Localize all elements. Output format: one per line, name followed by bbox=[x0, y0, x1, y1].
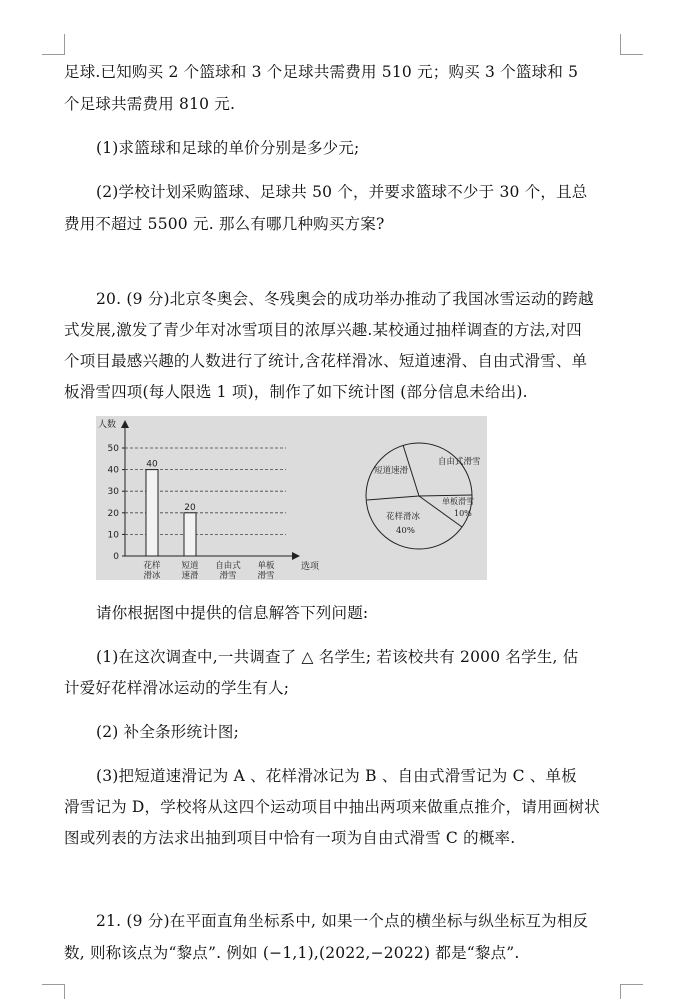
y-tick-label-10: 10 bbox=[107, 530, 119, 541]
q19-part-2-line-2: 费用不超过 5500 元. 那么有哪几种购买方案? bbox=[64, 215, 385, 233]
pie-divider-left bbox=[367, 496, 419, 500]
pie-label-freestyle-ski: 自由式滑雪 bbox=[438, 457, 481, 467]
pie-label-figure-skating: 花样滑冰 bbox=[386, 512, 421, 522]
q20-stem-line-3: 个项目最感兴趣的人数进行了统计,含花样滑冰、短道速滑、自由式滑雪、单 bbox=[64, 352, 588, 370]
q21-stem-line-2: 数, 则称该点为“黎点”. 例如 (−1,1),(2022,−2022) 都是“黎点”. bbox=[64, 944, 520, 962]
pie-label-snowboard: 单板滑雪 bbox=[442, 497, 474, 506]
bar-value-label-2: 20 bbox=[184, 502, 196, 513]
bar-2 bbox=[184, 513, 196, 556]
q19-text-line-1: 足球.已知购买 2 个篮球和 3 个足球共需费用 510 元；购买 3 个篮球和 5 bbox=[64, 63, 579, 81]
bar-chart bbox=[98, 418, 320, 580]
q20-part-3-line-2: 滑雪记为 D，学校将从这四个运动项目中抽出两项来做重点推介，请用画树状 bbox=[64, 798, 600, 816]
x-category-label-4-line-2: 滑雪 bbox=[257, 571, 275, 580]
bar-value-label-1: 40 bbox=[146, 459, 158, 470]
pie-divider-right bbox=[419, 495, 472, 496]
corner-mark-bottom-left bbox=[42, 984, 65, 999]
q20-part-3-line-3: 图或列表的方法求出抽到项目中恰有一项为自由式滑雪 C 的概率. bbox=[64, 829, 516, 847]
x-axis-label: 选项 bbox=[301, 562, 320, 572]
y-tick-label-0: 0 bbox=[113, 552, 119, 562]
pie-percent-snowboard: 10% bbox=[454, 509, 472, 518]
y-tick-label-30: 30 bbox=[107, 487, 119, 498]
corner-mark-top-left bbox=[42, 34, 65, 55]
bar-1 bbox=[146, 470, 158, 556]
x-category-label-2-line-2: 速滑 bbox=[181, 571, 199, 580]
y-axis-arrow bbox=[121, 420, 129, 428]
pie-label-short-track: 短道速滑 bbox=[374, 466, 409, 476]
y-tick-label-20: 20 bbox=[107, 508, 119, 519]
x-category-label-1-line-2: 滑冰 bbox=[143, 571, 161, 580]
bar-layer bbox=[108, 444, 286, 580]
q20-part-3-line-1: (3)把短道速滑记为 A 、花样滑冰记为 B 、自由式滑雪记为 C 、单板 bbox=[96, 767, 577, 785]
q20-stem-line-2: 式发展,激发了青少年对冰雪项目的浓厚兴趣.某校通过抽样调查的方法,对四 bbox=[64, 321, 582, 339]
y-axis-label: 人数 bbox=[98, 420, 117, 430]
x-category-label-2-line-1: 短道 bbox=[181, 561, 199, 571]
q20-part-1-line-2: 计爱好花样滑冰运动的学生有人; bbox=[64, 679, 290, 697]
q20-part-2: (2) 补全条形统计图; bbox=[96, 723, 240, 741]
x-axis-arrow bbox=[292, 552, 300, 560]
statistics-figure-svg bbox=[96, 416, 487, 580]
pie-percent-figure-skating: 40% bbox=[396, 526, 415, 536]
q19-text-line-2: 个足球共需费用 810 元. bbox=[64, 95, 236, 113]
corner-mark-bottom-right bbox=[620, 984, 643, 999]
x-category-label-4-line-1: 单板 bbox=[257, 561, 275, 571]
q20-part-1-line-1: (1)在这次调查中,一共调查了 △ 名学生; 若该校共有 2000 名学生, 估 bbox=[96, 648, 579, 666]
q21-stem-line-1: 21. (9 分)在平面直角坐标系中, 如果一个点的横坐标与纵坐标互为相反 bbox=[96, 912, 589, 930]
x-category-label-3-line-2: 滑雪 bbox=[219, 571, 237, 580]
q20-stem-line-1: 20. (9 分)北京冬奥会、冬残奥会的成功举办推动了我国冰雪运动的跨越 bbox=[96, 290, 594, 308]
q19-part-1: (1)求篮球和足球的单价分别是多少元; bbox=[96, 139, 360, 157]
x-category-label-3-line-1: 自由式 bbox=[215, 561, 241, 571]
y-tick-label-50: 50 bbox=[107, 444, 119, 454]
statistics-figure bbox=[96, 416, 487, 580]
y-tick-label-40: 40 bbox=[107, 465, 119, 476]
q20-stem-line-4: 板滑雪四项(每人限选 1 项)，制作了如下统计图 (部分信息未给出). bbox=[64, 383, 528, 401]
q19-part-2-line-1: (2)学校计划采购篮球、足球共 50 个，并要求篮球不少于 30 个，且总 bbox=[96, 183, 588, 201]
x-category-label-1-line-1: 花样 bbox=[143, 561, 161, 571]
pie-chart bbox=[366, 443, 481, 549]
corner-mark-top-right bbox=[620, 34, 643, 55]
q20-instructions: 请你根据图中提供的信息解答下列问题: bbox=[96, 604, 369, 622]
